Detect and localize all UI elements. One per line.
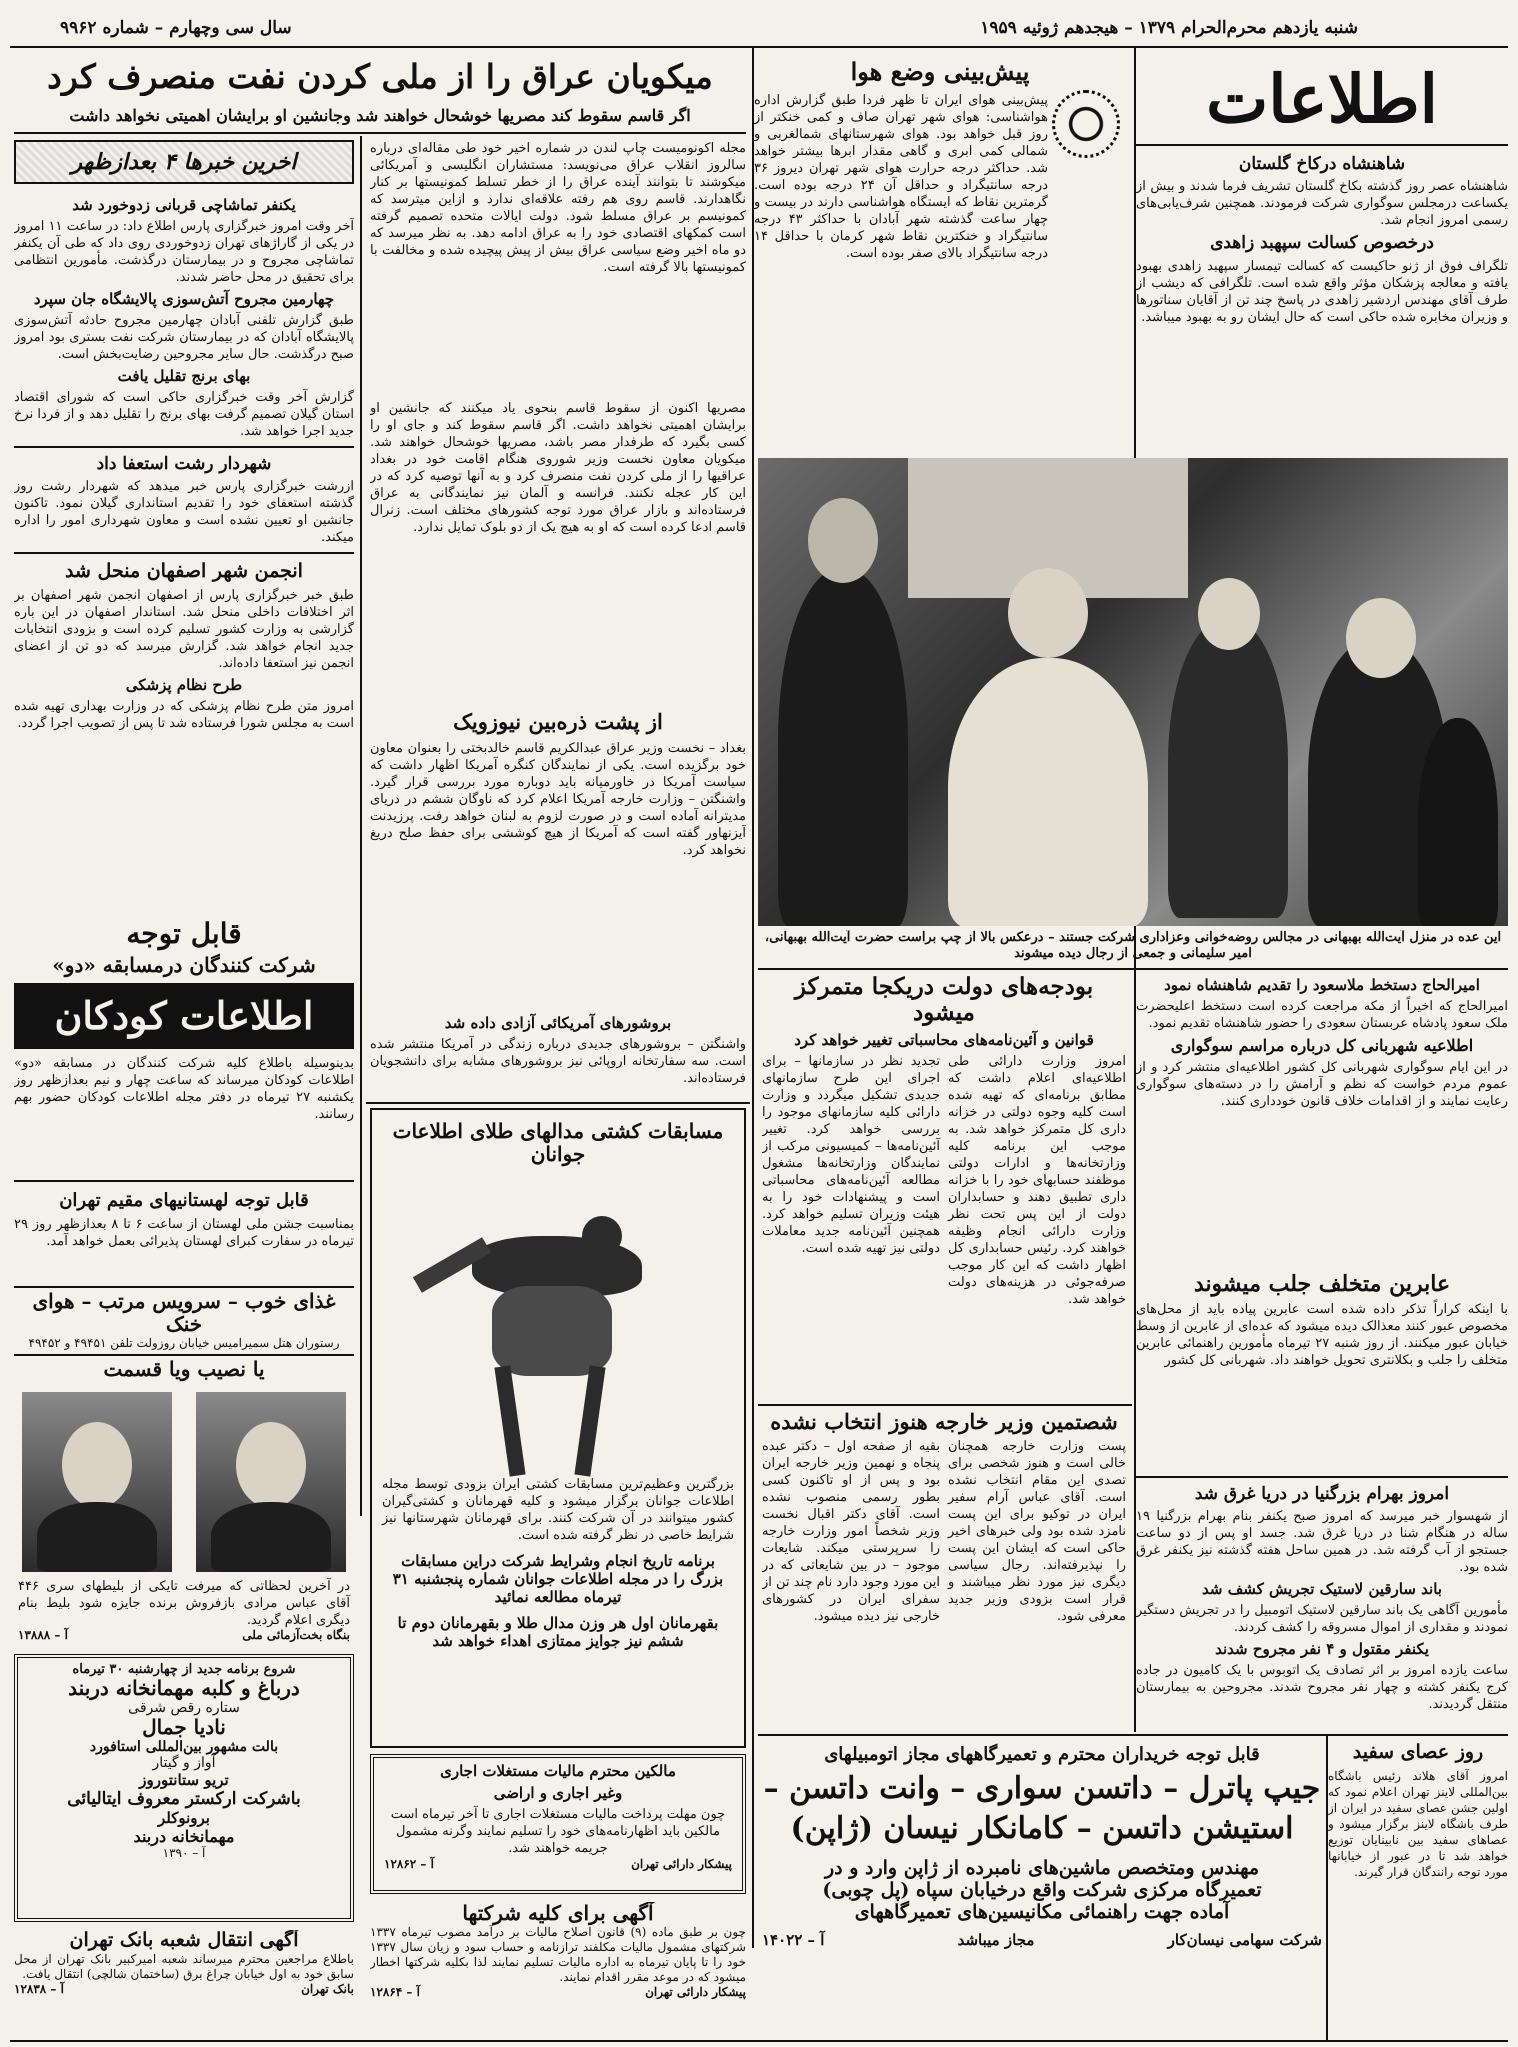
- zahedi-title: درخصوص کسالت سپهبد زاهدی: [1210, 233, 1434, 254]
- polish-title: قابل توجه لهستانیهای مقیم تهران: [59, 1190, 309, 1211]
- brochure-section: [370, 1010, 746, 1100]
- wrestling-text: بزرگترین وعظیم‌ترین مسابقات کشتی ایران بزودی توسط مجله اطلاعات جوانان برگزار میشود و کلیه قهرمانان و کشتی‌گیران کشور میتوانند در آن شرکت کنند. برای قهرمانان شهرستانها نیز شرایط خاصی در نظر گرفته شده است.: [382, 1477, 734, 1543]
- property-tax-ad: [370, 1754, 746, 1894]
- amir-hajj-text: امیرالحاج که اخیراً از مکه مراجعت کرده است دستخط اعلیحضرت ملک سعود پادشاه عربستان سعودی را حضور شاهنشاه تقدیم نمود.: [1136, 999, 1508, 1031]
- nissan-code: آ – ۱۴۰۲۲: [762, 1930, 825, 1949]
- logo-text: اطلاعات: [1206, 60, 1438, 138]
- bank-ad: [14, 1930, 354, 2040]
- companies-ad: [370, 1902, 746, 2042]
- lottery-ad: [14, 1358, 354, 1648]
- photo-caption: این عده در منزل آیت‌الله بهبهانی در مجالس روضه‌خوانی وعزاداری شرکت جستند – درعکس بالا از چپ براست حضرت آیت‌الله بهبهانی، امیر سلیمانی و جمعی از رجال دیده میشوند: [764, 930, 1502, 961]
- pedestrian-title: عابرین متخلف جلب میشوند: [1193, 1272, 1451, 1297]
- property-tax-sign: پیشکار دارائی تهران: [631, 1857, 732, 1871]
- lead-column-2: مصریها اکنون از سقوط قاسم بنحوی یاد میکنند که جانشین او برایشان اهمیتی نخواهد داشت. اگر قاسم سقوط کند و جای او را کسی بگیرد که طرفدار مصر باشد، مصریها خوشحال خواهند شد. میکویان معاون نخست وزیر شوروی هنگام اقامت خود در بغداد عراقیها را از ملی کردن نفت منصرف کرد و به آنها توصیه کرد که در این کار عجله نکنند. فرانسه و آلمان نیز نمایندگانی به عراق فرستاده‌اند و بازار عراق مورد توجه کشورهای مختلف است. زنرال قاسم ادعا کرده است که او به هیچ یک از دو بلوک تمایل ندارد.: [370, 401, 746, 535]
- latest-banner: [14, 140, 354, 184]
- lead-column-1: مجله اکونومیست چاپ لندن در شماره اخیر خود طی مقاله‌ای درباره سالروز انقلاب عراق می‌نویسد: مستشاران انگلیسی و آمریکائی میکوشند تا بتوانند آینده عراق را از خطر تسلط کمونیستها بر کنار نگاهدارند. قاسم روی هم رفته علاقه‌ای ندارد و ازاین میترسد که کمونیسم بر عراق مسلط شود. دولت ایالات متحده تصمیم گرفته است کمکهای اقتصادی خود را به عراق ادامه دهد. به نظر میرسد که دو ماه اخیر وضع سیاسی عراق بیش از پیش پیچیده شده و مخالفت با کمونیستها بالا گرفته است.: [370, 141, 746, 275]
- darband-ad: [14, 1654, 354, 1922]
- masthead-date: شنبه یازدهم محرم‌الحرام ۱۳۷۹ – هیجدهم ژوئیه ۱۹۵۹: [980, 18, 1358, 38]
- darband-line1: ستاره رقص شرقی: [128, 1700, 240, 1716]
- property-tax-sub: وغیر اجاری و اراضی: [493, 1784, 623, 1802]
- kodakan-title: قابل توجه: [126, 918, 242, 950]
- darband-line3: آواز و گیتار: [152, 1755, 216, 1771]
- nissan-line1: جیپ پاترل – داتسن سواری – وانت داتسن –: [763, 1770, 1321, 1806]
- wrestling-ad: [370, 1108, 746, 1748]
- bank-text: باطلاع مراجعین محترم میرساند شعبه امیرکبیر بانک تهران از محل سابق خود به اول خیابان چراغ برق (ساختمان شالچی) انتقال یافت.: [14, 1951, 354, 1981]
- newsweek-text: بغداد – نخست وزیر عراق عبدالکریم قاسم خالدبختی را بعنوان معاون خود برگزیده است. یکی از نمایندگان کنگره آمریکا اظهار داشت که سیاست آمریکا در خاورمیانه باید دوباره مورد بررسی قرار گیرد. واشنگتن – وزارت خارجه آمریکا اعلام کرد که ناوگان ششم در دریای مدیترانه آماده است و در صورت لزوم به لبنان خواهد رفت. پرزیدنت آیزنهاور گفته است که آمریکا از هیچ کوششی برای حفظ صلح دریغ نخواهد کرد.: [370, 741, 746, 859]
- bank-footer: [14, 1982, 354, 1996]
- lottery-sign: [18, 1628, 350, 1642]
- newsweek-title: از پشت ذره‌بین نیوزویک: [453, 709, 663, 734]
- lottery-title: یا نصیب ویا قسمت: [103, 1358, 265, 1381]
- budget-subhead: قوانین و آئین‌نامه‌های محاسباتی تغییر خواهد کرد: [794, 1030, 1094, 1049]
- weather-text: پیش‌بینی هوای ایران تا ظهر فردا طبق گزارش اداره هواشناسی: هوای شهر تهران صاف و کمی خنکتر از روز قبل خواهد بود. هوای شهرستانهای شمالغربی و شمالی کمی ابری و گاهی مقدار ابرها بیشتر خواهد شد. حداکثر درجه حرارت هوای شهر تهران دیروز ۳۶ درجه سانتیگراد و حداقل آن ۲۴ درجه بوده است. گرمترین نقاط که ایستگاه هواشناسی دارند در بیست و چهار ساعت گذشته شهر آبادان با حداکثر ۴۳ درجه سانتیگراد و خنکترین نقاط شهر کرمان با حداقل ۱۴ درجه سانتیگراد بالای صفر بوده است.: [754, 92, 1048, 261]
- darband-footer: مهمانخانه دربند: [133, 1827, 235, 1846]
- news-item-text: طبق خبر خبرگزاری پارس از اصفهان انجمن شهر اصفهان بر اثر اختلافات داخلی منحل شد. استاندار اصفهان در این باره گزارشی به وزارت کشور تسلیم کرده است و بزودی انتخابات جدید انجام خواهد شد. گزارش میرسد که دو تن از اعضای انجمن نیز استعفا داده‌اند.: [14, 588, 354, 672]
- lead-headline: میکویان عراق را از ملی کردن نفت منصرف کرد: [47, 58, 713, 96]
- pedestrian-text: با اینکه کراراً تذکر داده شده است عابرین پیاده باید از محل‌های مخصوص عبور کنند معذالک دیده میشود که عده‌ای از عابرین از وسط خیابان عبور میکنند. از روز شنبه ۲۷ تیرماه مأمورین راهنمائی عابرین متخلف را جلب و بکلانتری تحویل خواهند داد. شهربانی کل کشور: [1136, 1302, 1508, 1369]
- news-item-text: ازرشت خبرگزاری پارس خبر میدهد که شهردار رشت روز گذشته استعفای خود را تقدیم استانداری گیلان نمود. تاکنون جانشین او تعیین نشده است و معاون شهرداری امور را اداره میکند.: [14, 479, 354, 546]
- latest-banner-text: اخرین خبرها ۴ بعدازظهر: [71, 149, 297, 175]
- polish-ad: [14, 1186, 354, 1282]
- wrestlers-image: [372, 1176, 744, 1476]
- minister-col-a: پست وزارت خارجه همچنان خالی است و هنوز شخصی برای تصدی این مقام انتخاب نشده است. آقای عباس آرام سفیر ایران در توکیو برای این پست نامزد شده بود ولی خبرهای اخیر حاکی است که ایشان این پست را نپذیرفته‌اند. رجال سیاسی دیگری نیز مورد نظر میباشند و قرار است بزودی وزیر جدید معرفی شود.: [948, 1439, 1126, 1625]
- news-item: [14, 290, 354, 363]
- shah-article: [1136, 150, 1508, 450]
- lottery-code: آ – ۱۳۸۸۸: [18, 1628, 68, 1642]
- weather-article: [754, 58, 1126, 450]
- wrestling-prizes: بقهرمانان اول هر وزن مدال طلا و بقهرمانان دوم تا ششم نیز جوایز ممتازی اهداء خواهد شد: [397, 1614, 719, 1650]
- nissan-line4: تعمیرگاه مرکزی شرکت واقع درخیابان سپاه (پل چوبی): [822, 1878, 1262, 1901]
- lottery-photo-right: [196, 1392, 346, 1572]
- ceremony-photo: [758, 458, 1508, 926]
- newspaper-logo: [1136, 58, 1508, 140]
- brochure-text: واشنگتن – بروشورهای جدیدی درباره زندگی در آمریکا منتشر شده است. سه سفارتخانه اروپائی نیز بروشورهای مشابه برای دانشجویان فرستاده‌اند.: [370, 1037, 746, 1086]
- news-item: [14, 367, 354, 440]
- shah-title: شاهنشاه درکاخ گلستان: [1238, 154, 1406, 174]
- kodakan-text: بدینوسیله باطلاع کلیه شرکت کنندگان در مسابقه «دو» اطلاعات کودکان میرساند که ساعت چهار و نیم بعدازظهر روز یکشنبه ۲۷ تیرماه در دفتر مجله اطلاعات کودکان حضور بهم رسانند.: [14, 1056, 354, 1123]
- news-item-text: آخر وقت امروز خبرگزاری پارس اطلاع داد: در ساعت ۱۱ امروز در یکی از گاراژهای تهران زدوخوردی روی داد که طی آن یکنفر تماشاچی مجروح و در بیمارستان درگذشت. مأمورین انتظامی برای تحقیق در محل حاضر شدند.: [14, 219, 354, 285]
- nissan-sign: شرکت سهامی نیسان‌کار: [1167, 1930, 1322, 1949]
- nissan-ad: [762, 1740, 1322, 2040]
- pedestrian-article: [1136, 1272, 1508, 1472]
- darband-title: درباغ و کلبه مهمانخانه دربند: [68, 1676, 300, 1700]
- darband-line6: برونوکلر: [157, 1809, 210, 1827]
- darband-name: نادیا جمال: [142, 1715, 226, 1739]
- nissan-line5: آماده جهت راهنمائی مکانیسین‌های تعمیرگاههای: [854, 1900, 1230, 1923]
- masthead-issue: سال سی وچهارم – شماره ۹۹۶۲: [60, 18, 292, 38]
- shah-text: شاهنشاه عصر روز گذشته بکاخ گلستان تشریف فرما شدند و بیش از یکساعت درمجلس سوگواری شرکت فرمودند. همچنین شرف‌یابی‌های رسمی امروز انجام شد.: [1136, 179, 1508, 229]
- amir-hajj-title: امیرالحاج دستخط ملاسعود را تقدیم شاهنشاه نمود: [1164, 976, 1480, 994]
- budget-headline: بودجه‌های دولت دریکجا متمرکز میشود: [794, 973, 1094, 1027]
- latest-news-list: [14, 192, 354, 912]
- bank-sign: بانک تهران: [301, 1981, 354, 1996]
- budget-col-a: امروز وزارت دارائی طی اطلاعیه‌ای اعلام داشت که مطابق برنامه‌ای که تهیه شده است کلیه وجوه دولتی در خزانه داری کل متمرکز خواهد شد. به موجب این برنامه کلیه وزارتخانه‌ها و ادارات دولتی موظفند حسابهای خود را با خزانه داری تطبیق دهند و حسابداران دولت از این پس تحت نظر وزارت دارائی انجام وظیفه خواهند کرد. رئیس حسابداری کل اظهار داشت که این کار موجب صرفه‌جوئی در هزینه‌های دولت خواهد شد.: [948, 1053, 1126, 1307]
- budget-article: [762, 972, 1126, 1402]
- accident-title: یکنفر مقتول و ۴ نفر مجروح شدند: [1215, 1640, 1429, 1659]
- white-cane-article: [1328, 1742, 1508, 2042]
- budget-col-b: تجدید نظر در سازمانها – برای اجرای این طرح سازمانهای جدیدی تشکیل میگردد و وزارت دارائی کلیه سازمانهای موجود را بررسی خواهد کرد. تغییر آئین‌نامه‌ها – کمیسیونی مرکب از نمایندگان وزارتخانه‌ها مشغول مطالعه آئین‌نامه‌های محاسباتی است و پیشنهادات خود را به هیئت وزیران تسلیم خواهد کرد. همچنین آئین‌نامه جدید معاملات دولتی نیز تهیه شده است.: [762, 1053, 940, 1256]
- restaurant-title: غذای خوب – سرویس مرتب – هوای خنک: [32, 1290, 336, 1336]
- darband-line2: بالت مشهور بین‌المللی استافورد: [89, 1739, 279, 1755]
- brochure-title: بروشورهای آمریکائی آزادی داده شد: [444, 1014, 672, 1032]
- minister-article: [762, 1410, 1126, 1730]
- wrestling-schedule: برنامه تاریخ انجام وشرایط شرکت دراین مسابقات بزرگ را در مجله اطلاعات جوانان شماره پنجشنبه ۳۱ تیرماه مطالعه نمائید: [392, 1552, 724, 1606]
- nissan-footer: [762, 1931, 1322, 1949]
- news-item-text: گزارش آخر وقت خبرگزاری حاکی است که شورای اقتصاد استان گیلان تصمیم گرفت بهای برنج را تقلیل دهد و از فردا نرخ جدید اجرا خواهد شد.: [14, 390, 354, 439]
- companies-code: آ – ۱۲۸۶۴: [370, 1985, 420, 1999]
- nezam-text: امروز متن طرح نظام پزشکی که در وزارت بهداری تهیه شده است به مجلس شورا فرستاده شد تا پس از تصویب اجرا گردد.: [14, 699, 354, 732]
- companies-title: آگهی برای کلیه شرکتها: [462, 1902, 654, 1925]
- darband-top: شروع برنامه جدید از چهارشنبه ۳۰ تیرماه: [72, 1662, 296, 1677]
- property-tax-code: آ – ۱۲۸۶۲: [384, 1857, 434, 1871]
- lead-subhead: اگر قاسم سقوط کند مصریها خوشحال خواهند شد وجانشین او برایشان اهمیتی نخواهد داشت: [69, 106, 691, 125]
- minister-col-b: بقیه از صفحه اول – دکتر عبده پنجاه و نهمین وزیر خارجه ایران بود و پس از او تاکنون کسی بطور رسمی منصوب نشده است. آقای دکتر اقبال نخست وزیر شخصاً امور وزارت خارجه را سرپرستی میکند. شایعات موجود – در بین شایعاتی که در این مورد وجود دارد نام چند تن از سفرای ایران در کشورهای خارجی نیز دیده میشود.: [762, 1439, 940, 1625]
- news-item: [14, 560, 354, 672]
- drowning-title: امروز بهرام بزرگنیا در دریا غرق شد: [1194, 1484, 1450, 1504]
- minister-headline: شصتمین وزیر خارجه هنوز انتخاب نشده: [770, 1410, 1118, 1434]
- news-item-title: یکنفر تماشاچی قربانی زدوخورد شد: [72, 196, 296, 214]
- police-notice-title: اطلاعیه شهربانی کل درباره مراسم سوگواری: [1170, 1036, 1474, 1055]
- wrestling-title: مسابقات کشتی مدالهای طلای اطلاعات جوانان: [392, 1119, 724, 1166]
- police-notice-text: در این ایام سوگواری شهربانی کل کشور اطلاعیه‌ای منتشر کرد و از عموم مردم خواست که نظم و آرامش را در دسته‌های سوگواری رعایت نمایند و از اقدامات خلاف قانون خودداری کنند.: [1136, 1060, 1508, 1110]
- nissan-line6: مجاز میباشد: [957, 1930, 1035, 1949]
- mourning-article: [1136, 972, 1508, 1272]
- restaurant-text: رستوران هتل سمیرامیس خیابان روزولت تلفن ۴۹۴۵۱ و ۴۹۴۵۲: [28, 1336, 340, 1350]
- news-item-title: بهای برنج تقلیل یافت: [117, 367, 251, 385]
- zahedi-text: تلگراف فوق از ژنو حاکیست که کسالت تیمسار سپهبد زاهدی بهبود یافته و معالجه پزشکان مؤثر واقع شده است. تلگرافی که دیشب از طرف آقای مهندس اردشیر زاهدی در پاسخ چند تن از آقایان سناتورها و وزیران مخابره شده حاکی است که حال ایشان رو به بهبود میباشد.: [1136, 258, 1508, 325]
- weather-title: پیش‌بینی وضع هوا: [850, 58, 1030, 86]
- property-tax-footer: [374, 1857, 742, 1871]
- news-item: [14, 454, 354, 546]
- darband-line4: تریو ستانتوروز: [139, 1771, 229, 1789]
- bank-code: آ – ۱۲۸۳۸: [14, 1981, 64, 1996]
- property-tax-title: مالکین محترم مالیات مستغلات اجاری: [440, 1762, 676, 1780]
- property-tax-text: چون مهلت پرداخت مالیات مستغلات اجاری تا آخر تیرماه است مالکین باید اظهارنامه‌های خود را تسلیم نمایند وگرنه مشمول جریمه خواهند شد.: [390, 1807, 726, 1856]
- kodakan-subtitle: شرکت کنندگان درمسابقه «دو»: [52, 953, 316, 978]
- white-cane-title: روز عصای سفید: [1352, 1742, 1484, 1763]
- restaurant-ad: [14, 1290, 354, 1350]
- nezam-title: طرح نظام پزشکی: [125, 676, 243, 695]
- lottery-sign-name: بنگاه بخت‌آزمائی ملی: [242, 1628, 350, 1642]
- news-item-title: شهردار رشت استعفا داد: [96, 454, 272, 474]
- drowning-text: از شهسوار خبر میرسد که امروز صبح یکنفر بنام بهرام بزرگنیا ۱۹ ساله در هنگام شنا در دریا غرق شد. جسد او پس از دو ساعت جستجو از آب گرفته شد. در همین ساحل هفته گذشته نیز یکنفر غرق شده بود.: [1136, 1509, 1508, 1576]
- kodakan-logo: اطلاعات کودکان: [14, 983, 354, 1049]
- tire-thieves-text: مأمورین آگاهی یک باند سارقین لاستیک اتومبیل را در تجریش دستگیر نمودند و مقداری از اموال مسروقه را کشف کردند.: [1136, 1603, 1508, 1636]
- tire-thieves-title: باند سارقین لاستیک تجریش کشف شد: [1202, 1580, 1442, 1599]
- companies-text: چون بر طبق ماده (۹) قانون اصلاح مالیات بر درآمد مصوب تیرماه ۱۳۳۷ شرکتهای مشمول مالیات مکلفند ترازنامه و حساب سود و زیان سال ۱۳۳۷ خود را تا پایان تیرماه به اداره مالیات تسلیم نمایند لذا بکلیه شرکتها اخطار میشود که در موعد مقرر اقدام نمایند.: [370, 1925, 746, 1984]
- news-item: [14, 196, 354, 286]
- darband-line5: باشرکت ارکستر معروف ایتالیائی: [67, 1789, 301, 1809]
- lottery-photo-left: [22, 1392, 172, 1572]
- companies-sign: پیشکار دارائی تهران: [645, 1985, 746, 1999]
- companies-footer: [370, 1985, 746, 1999]
- white-cane-text: امروز آقای هلاند رئیس باشگاه بین‌المللی لاینز تهران اعلام نمود که اولین جشن عصای سفید در ایران از طرف باشگاه لاینز برگزار میشود و عصاهای سفید بین نابینایان توزیع خواهد شد تا در عبور از خیابانها مورد توجه رانندگان قرار گیرند.: [1328, 1768, 1508, 1879]
- darband-code: آ – ۱۳۹۰: [162, 1846, 206, 1860]
- nissan-line2: استیشن داتسن – کامانکار نیسان (ژاپن): [790, 1811, 1294, 1847]
- accident-text: ساعت یازده امروز بر اثر تصادف یک اتوبوس با یک کامیون در جاده کرج یکنفر کشته و چهار نفر مجروح شدند. مجروحین به بیمارستان منتقل گردیدند.: [1136, 1663, 1508, 1713]
- nissan-title: قابل توجه خریداران محترم و تعمیرگاههای مجاز اتومبیلهای: [824, 1744, 1260, 1765]
- bank-title: آگهی انتقال شعبه بانک تهران: [69, 1930, 299, 1951]
- sun-icon: [1052, 90, 1120, 158]
- drowning-article: [1136, 1480, 1508, 1730]
- news-item-title: انجمن شهر اصفهان منحل شد: [65, 560, 303, 583]
- kodakan-ad: [14, 918, 354, 1178]
- lottery-text: در آخرین لحظاتی که میرفت تایکی از بلیطهای سری ۴۴۶ آقای عباس مرادی بازفروش برنده جایزه شود بلیط بنام دیگری اعلام گردید.: [18, 1579, 350, 1628]
- polish-text: بمناسبت جشن ملی لهستان از ساعت ۶ تا ۸ بعدازظهر روز ۲۹ تیرماه در سفارت کبرای لهستان پذیرائی بعمل خواهد آمد.: [14, 1216, 354, 1249]
- news-item-text: طبق گزارش تلفنی آبادان چهارمین مجروح حادثه آتش‌سوزی پالایشگاه آبادان که در بیمارستان شرکت نفت بستری بود امروز صبح درگذشت. حال سایر مجروحین رضایت‌بخش است.: [14, 313, 354, 362]
- newsweek-section: [370, 708, 746, 1008]
- news-item-title: چهارمین مجروح آتش‌سوزی پالایشگاه جان سپرد: [33, 290, 335, 308]
- nissan-line3: مهندس ومتخصص ماشین‌های نامبرده از ژاپن وارد و در: [824, 1856, 1260, 1879]
